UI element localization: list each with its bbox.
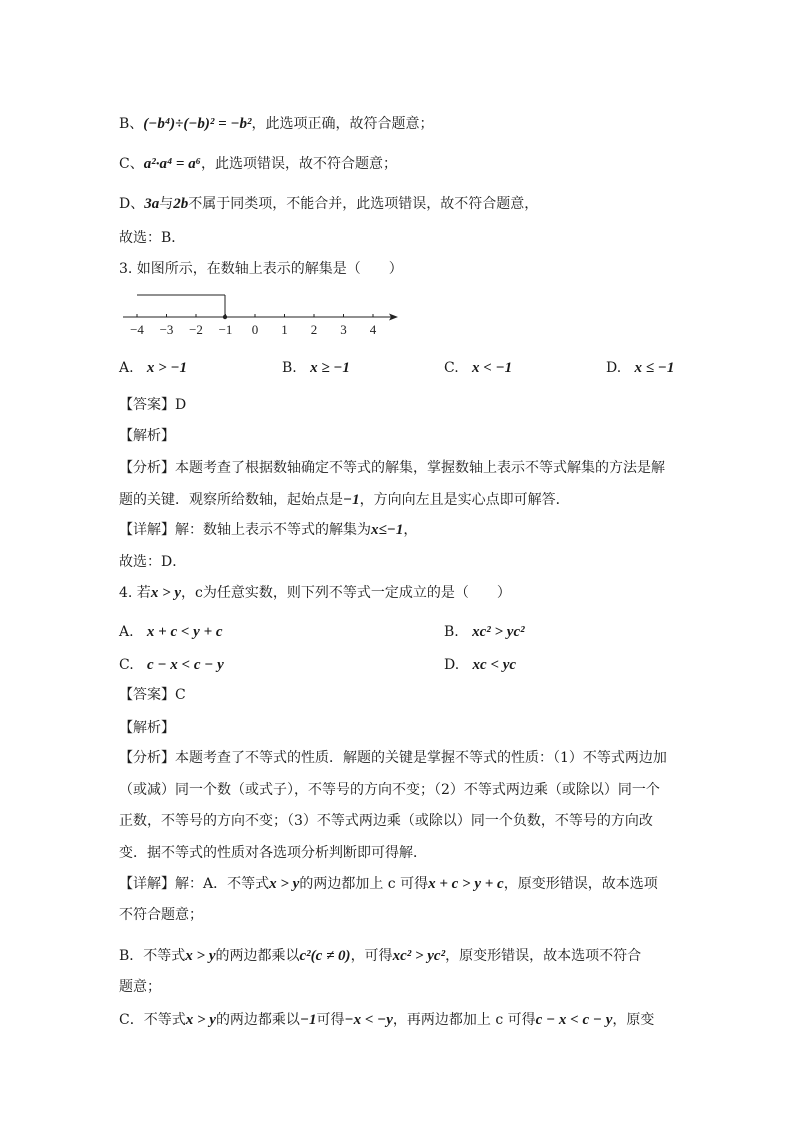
q3-option-a bbox=[119, 358, 187, 378]
q4-analysis-title: 【解析】 bbox=[119, 720, 175, 736]
q3-option-a-expr: x > −1 bbox=[146, 360, 188, 376]
q4-option-a-expr: x + c < y + c bbox=[146, 624, 223, 640]
number-line-tick-label: −2 bbox=[189, 322, 203, 337]
q4-xb-4: ，原变形错误，故本选项不符合 bbox=[445, 948, 642, 964]
q4-stem-a: 4. 若 bbox=[119, 585, 151, 601]
q4-fenxi-line-3: 正数，不等号的方向不变；（3）不等式两边乘（或除以）同一个负数，不等号的方向改 bbox=[119, 813, 653, 829]
q3-option-b bbox=[282, 358, 350, 378]
q4-answer: 【答案】C bbox=[119, 687, 186, 703]
number-line-tick-label: −3 bbox=[159, 322, 174, 337]
prev-c-label: C、 bbox=[119, 156, 144, 172]
q4-option-a-label: A. bbox=[119, 624, 134, 640]
q4-option-b bbox=[444, 622, 525, 642]
q3-choose: 故选：D． bbox=[119, 554, 187, 570]
prev-d-expression-1: 3a bbox=[144, 196, 160, 212]
q3-analysis-title: 【解析】 bbox=[119, 428, 175, 444]
prev-c-expression: a²·a⁴ = a⁶ bbox=[143, 156, 201, 172]
q4-option-b-label: B. bbox=[444, 624, 459, 640]
q4-stem-expr: x > y bbox=[150, 585, 182, 601]
q4-xiangjie-b-line-2: 题意； bbox=[119, 979, 161, 995]
q3-option-c-expr: x < −1 bbox=[472, 360, 513, 376]
prev-d-text: 不属于同类项，不能合并，此选项错误，故不符合题意， bbox=[188, 196, 539, 212]
q4-xa-3: ，原变形错误，故本选项 bbox=[503, 876, 658, 892]
prev-choose: 故选：B． bbox=[119, 230, 186, 246]
prev-b-expression: (−b⁴)÷(−b)² = −b² bbox=[143, 116, 252, 132]
q3-option-b-expr: x ≥ −1 bbox=[310, 360, 350, 376]
q4-xb-2: 的两边都乘以 bbox=[215, 948, 300, 964]
q4-xa-expr2: x + c > y + c bbox=[428, 876, 504, 892]
q4-xb-expr3: xc² > yc² bbox=[392, 948, 446, 964]
prev-d-mid: 与 bbox=[159, 196, 174, 212]
q4-option-c-label: C. bbox=[119, 657, 134, 673]
q4-xa-2: 的两边都加上 c 可得 bbox=[299, 876, 429, 892]
q3-fenxi-start-value: −1 bbox=[343, 492, 360, 508]
number-line-tick-label: 1 bbox=[281, 322, 288, 337]
q3-option-d-expr: x ≤ −1 bbox=[634, 360, 675, 376]
q4-xiangjie-b-line-1 bbox=[119, 946, 641, 966]
number-line-tick-label: 3 bbox=[340, 322, 347, 337]
q3-option-a-label: A. bbox=[119, 360, 134, 376]
q3-xiangjie-line bbox=[119, 520, 417, 540]
q3-option-d bbox=[606, 358, 674, 378]
q4-fenxi-line-4: 变．据不等式的性质对各选项分析判断即可得解． bbox=[119, 845, 427, 861]
q3-xiangjie-end: ， bbox=[403, 522, 418, 538]
number-line-tick-label: 4 bbox=[369, 322, 377, 337]
number-line-tick-label: −1 bbox=[218, 322, 233, 337]
number-line-figure bbox=[115, 290, 415, 338]
q4-xb-3: ，可得 bbox=[350, 948, 393, 964]
q4-fenxi-line-2: （或减）同一个数（或式子），不等号的方向不变；（2）不等式两边乘（或除以）同一个 bbox=[119, 782, 660, 798]
q4-xa-1: 【详解】解：A．不等式 bbox=[119, 876, 270, 892]
q3-fenxi-2a: 题的关键．观察所给数轴，起始点是 bbox=[119, 492, 343, 508]
q4-xc-3: 可得 bbox=[316, 1012, 345, 1028]
q4-xa-expr1: x > y bbox=[269, 876, 300, 892]
q4-stem bbox=[119, 583, 511, 603]
q4-option-a bbox=[119, 622, 223, 642]
prev-d-expression-2: 2b bbox=[173, 196, 189, 212]
q3-option-c bbox=[444, 358, 512, 378]
number-line-tick-label: 0 bbox=[251, 322, 259, 337]
prev-b-label: B、 bbox=[119, 116, 144, 132]
q3-fenxi-line-2 bbox=[119, 490, 570, 510]
q4-xb-expr1: x > y bbox=[185, 948, 216, 964]
number-line-tick-label: 2 bbox=[310, 322, 318, 337]
q4-xc-1: C．不等式 bbox=[119, 1012, 186, 1028]
q4-option-c-expr: c − x < c − y bbox=[147, 657, 224, 673]
prev-d-label: D、 bbox=[119, 196, 145, 212]
prev-b-text: ，此选项正确，故符合题意； bbox=[251, 116, 434, 132]
q4-option-d-expr: xc < yc bbox=[472, 657, 517, 673]
q3-option-d-label: D. bbox=[606, 360, 622, 376]
q4-option-c bbox=[119, 655, 224, 675]
q4-xb-expr2: c²(c ≠ 0) bbox=[299, 948, 351, 964]
q3-option-b-label: B. bbox=[282, 360, 297, 376]
q3-option-c-label: C. bbox=[444, 360, 459, 376]
q4-option-d bbox=[444, 655, 516, 675]
q3-fenxi-line-1: 【分析】本题考查了根据数轴确定不等式的解集，掌握数轴上表示不等式解集的方法是解 bbox=[119, 460, 665, 476]
q3-stem: 3. 如图所示，在数轴上表示的解集是（ ） bbox=[119, 261, 403, 277]
q3-xiangjie-expr: x≤−1 bbox=[371, 522, 404, 538]
q4-xb-1: B．不等式 bbox=[119, 948, 186, 964]
q4-xiangjie-a-line-2: 不符合题意； bbox=[119, 907, 203, 923]
q4-fenxi-line-1: 【分析】本题考查了不等式的性质．解题的关键是掌握不等式的性质：（1）不等式两边加 bbox=[119, 750, 667, 766]
number-line-tick-label: −4 bbox=[130, 322, 144, 337]
prev-c-text: ，此选项错误，故不符合题意； bbox=[200, 156, 397, 172]
q3-fenxi-2c: ，方向向左且是实心点即可解答． bbox=[359, 492, 570, 508]
q4-option-d-label: D. bbox=[444, 657, 460, 673]
q4-xc-4: ，再两边都加上 c 可得 bbox=[392, 1012, 536, 1028]
q3-answer: 【答案】D bbox=[119, 397, 187, 413]
q4-xiangjie-c-line-1 bbox=[119, 1010, 654, 1030]
q4-xiangjie-a-line-1 bbox=[119, 874, 658, 894]
q4-xc-expr2: −1 bbox=[299, 1012, 317, 1028]
q3-xiangjie-text: 【详解】解：数轴上表示不等式的解集为 bbox=[119, 522, 371, 538]
q4-xc-5: ，原变 bbox=[612, 1012, 655, 1028]
prev-option-d-line bbox=[119, 194, 538, 214]
q4-xc-2: 的两边都乘以 bbox=[215, 1012, 300, 1028]
q4-option-b-expr: xc² > yc² bbox=[472, 624, 525, 640]
q4-xc-expr4: c − x < c − y bbox=[535, 1012, 613, 1028]
prev-option-c-line bbox=[119, 154, 397, 174]
q4-stem-b: ，c为任意实数，则下列不等式一定成立的是（ ） bbox=[181, 585, 511, 601]
q4-xc-expr1: x > y bbox=[185, 1012, 216, 1028]
prev-option-b-line bbox=[119, 114, 434, 134]
q4-xc-expr3: −x < −y bbox=[344, 1012, 393, 1028]
